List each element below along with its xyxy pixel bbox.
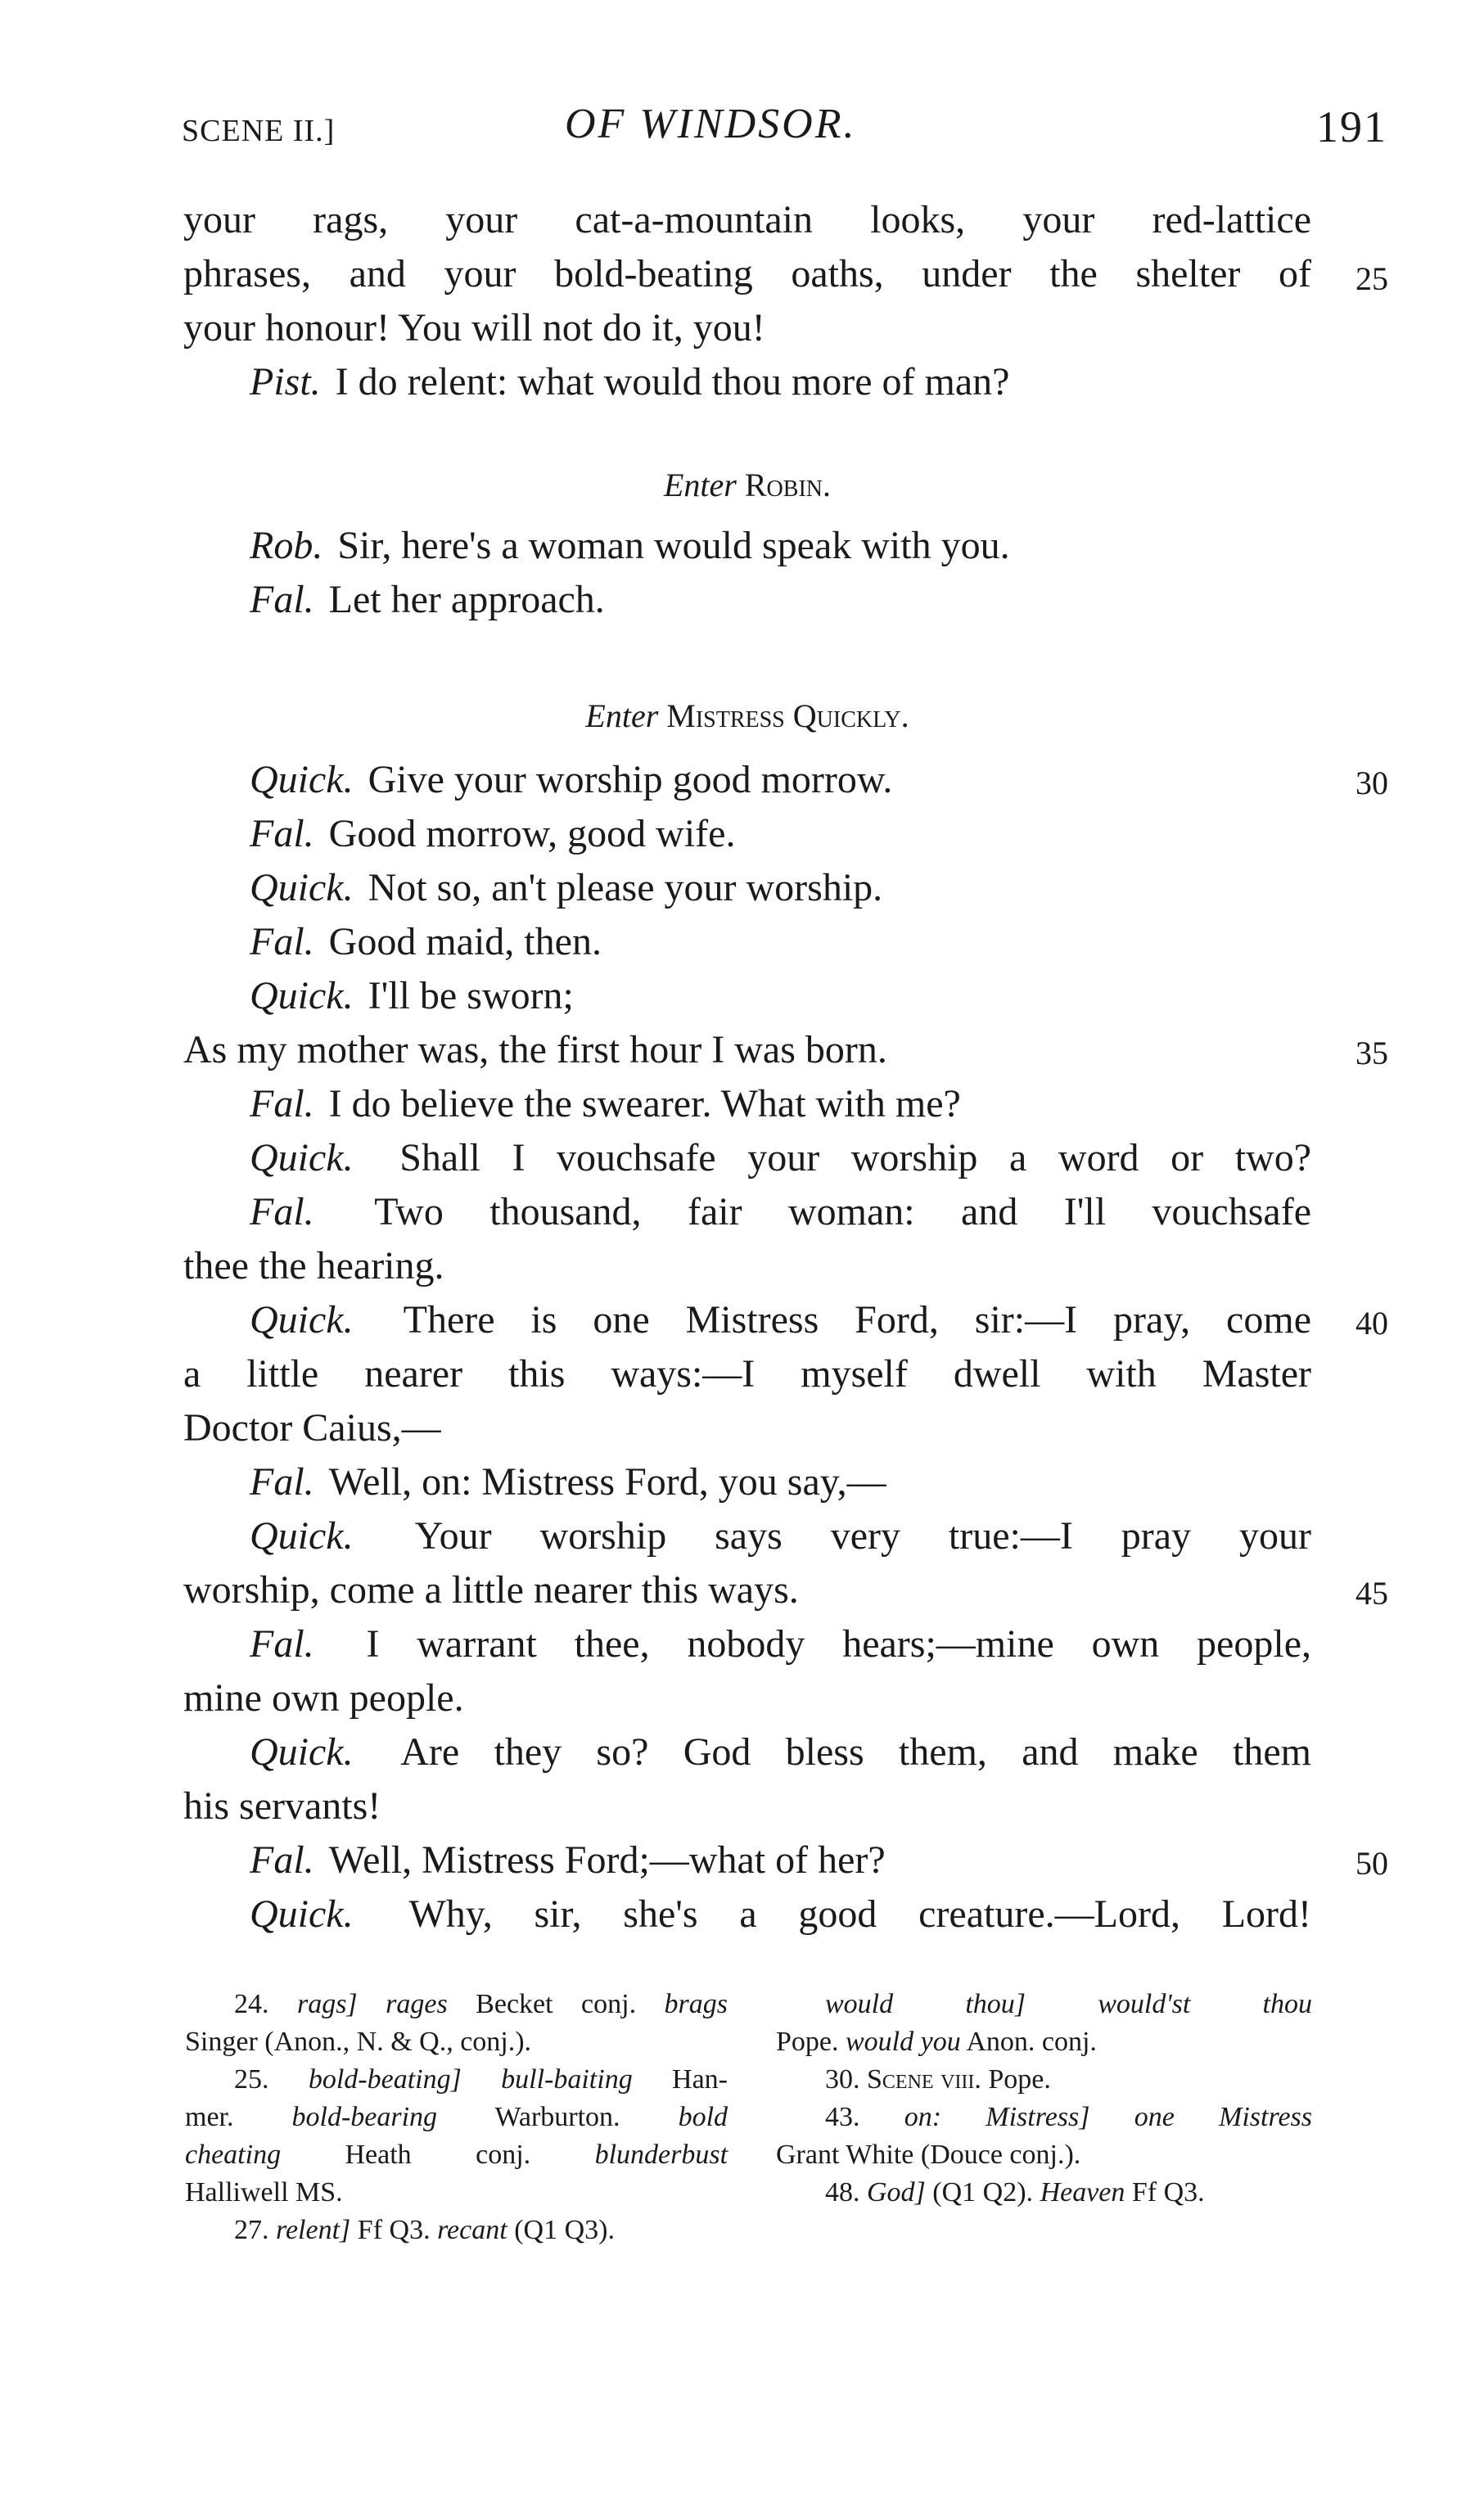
page-number: 191 (1316, 102, 1387, 151)
speaker-name: Fal. (250, 1082, 314, 1125)
footnote-line: 27. relent] Ff Q3. recant (Q1 Q3). (234, 2215, 615, 2245)
speech-line: Quick. Not so, an't please your worship. (250, 866, 883, 909)
speaker-name: Quick. (250, 1514, 354, 1558)
speaker-name: Quick. (250, 974, 354, 1017)
text-line: thee the hearing. (183, 1244, 444, 1288)
speaker-name: Fal. (250, 920, 314, 963)
speech-line: Fal. Well, Mistress Ford;—what of her? (250, 1838, 886, 1882)
speaker-name: Fal. (250, 812, 314, 855)
footnote-line: 43. on: Mistress] one Mistress (825, 2102, 1313, 2132)
speech-line: Quick. Shall I vouchsafe your worship a word or two? (250, 1136, 1312, 1179)
speech-line: Quick. There is one Mistress Ford, sir:—I pray, come (250, 1298, 1312, 1342)
speech-line: Fal. Good morrow, good wife. (250, 812, 736, 855)
speaker-name: Quick. (250, 758, 354, 801)
text-line: mine own people. (183, 1676, 464, 1720)
speaker-name: Fal. (250, 578, 314, 621)
running-head-title: OF WINDSOR. (565, 101, 857, 147)
footnote-line: 24. rags] rages Becket conj. brags (234, 1989, 728, 2019)
line-number: 50 (1355, 1845, 1388, 1882)
footnote-line: cheating Heath conj. blunderbust (185, 2140, 728, 2170)
speech-line: Fal. Well, on: Mistress Ford, you say,— (250, 1460, 886, 1504)
speech-line: Quick. Your worship says very true:—I pray your (250, 1514, 1312, 1558)
line-number: 45 (1355, 1575, 1388, 1612)
footnote-line: Pope. would you Anon. conj. (776, 2027, 1097, 2057)
speech-line: Quick. Are they so? God bless them, and make them (250, 1730, 1311, 1774)
speaker-name: Pist. (250, 360, 321, 404)
speech-line: Fal. Good maid, then. (250, 920, 602, 963)
text-line: worship, come a little nearer this ways. (183, 1568, 799, 1612)
speaker-name: Quick. (250, 1730, 354, 1774)
speech-line: Quick. Give your worship good morrow. (250, 758, 893, 801)
text-line: Doctor Caius,— (183, 1406, 441, 1450)
footnote-line: 48. God] (Q1 Q2). Heaven Ff Q3. (825, 2177, 1205, 2208)
speech-line: Rob. Sir, here's a woman would speak with you. (250, 524, 1010, 567)
speaker-name: Quick. (250, 1298, 354, 1342)
running-head-scene: SCENE II.] (182, 114, 336, 148)
speech-line: Fal. I warrant thee, nobody hears;—mine own people, (250, 1622, 1312, 1666)
speaker-name: Fal. (250, 1622, 314, 1666)
footnote-line: 25. bold-beating] bull-baiting Han- (234, 2064, 728, 2095)
speaker-name: Fal. (250, 1460, 314, 1504)
speech-line: Fal. Let her approach. (250, 578, 605, 621)
speech-line: Quick. I'll be sworn; (250, 974, 574, 1017)
speech-line: Fal. Two thousand, fair woman: and I'll vouchsafe (250, 1190, 1312, 1233)
speaker-name: Rob. (250, 524, 323, 567)
speech-line: Pist. I do relent: what would thou more of man? (250, 360, 1010, 404)
speech-line: Fal. I do believe the swearer. What with me? (250, 1082, 961, 1125)
line-number: 25 (1355, 260, 1388, 297)
footnote-line: Grant White (Douce conj.). (776, 2140, 1081, 2170)
line-number: 30 (1355, 764, 1388, 801)
speech-line: Quick. Why, sir, she's a good creature.—Lord, Lord! (250, 1892, 1311, 1936)
speaker-name: Quick. (250, 1136, 354, 1179)
speaker-name: Fal. (250, 1190, 314, 1233)
text-line: your rags, your cat-a-mountain looks, your red-lattice (183, 198, 1311, 241)
footnote-line: Singer (Anon., N. & Q., conj.). (185, 2027, 532, 2057)
speaker-name: Fal. (250, 1838, 314, 1882)
footnote-line: Halliwell MS. (185, 2177, 343, 2208)
text-line: his servants! (183, 1784, 381, 1828)
text-line: phrases, and your bold-beating oaths, under the shelter of (183, 252, 1311, 295)
stage-direction: Enter Mistress Quickly. (585, 697, 909, 734)
text-line: a little nearer this ways:—I myself dwell with Master (183, 1352, 1311, 1396)
speaker-name: Quick. (250, 866, 354, 909)
text-line: your honour! You will not do it, you! (183, 306, 765, 350)
line-number: 40 (1355, 1305, 1388, 1342)
line-number: 35 (1355, 1035, 1388, 1071)
speaker-name: Quick. (250, 1892, 354, 1936)
footnote-line: 30. Scene viii. Pope. (825, 2064, 1051, 2095)
footnote-line: would thou] would'st thou (825, 1989, 1312, 2019)
stage-direction: Enter Robin. (664, 467, 831, 503)
text-line: As my mother was, the first hour I was born. (183, 1028, 887, 1071)
footnote-line: mer. bold-bearing Warburton. bold (185, 2102, 728, 2132)
